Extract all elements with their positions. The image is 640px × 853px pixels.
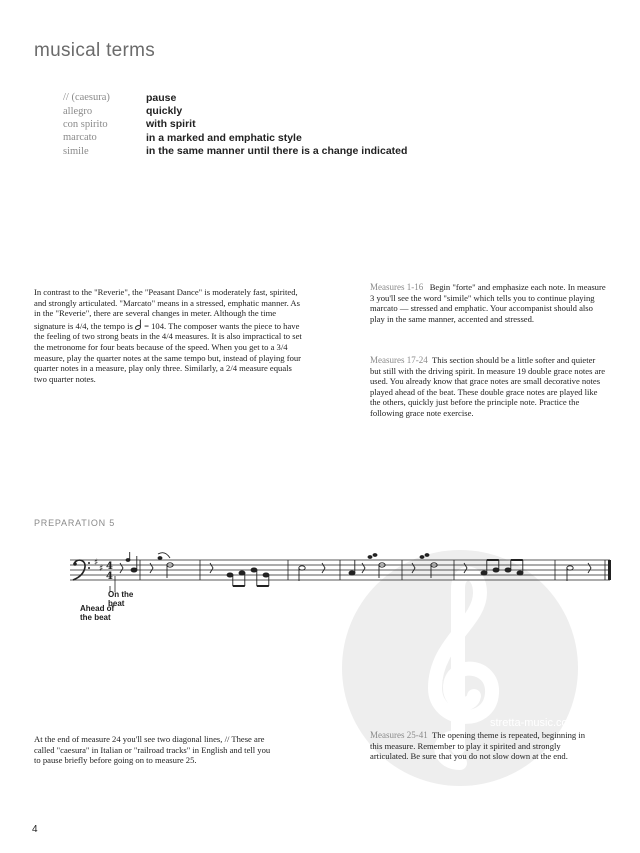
intro-text-part1: In contrast to the "Reverie", the "Peasant Dance" is moderately fast, spirited, and strongly articulated. "Marcato" means in a stressed, emphatic manner. As in the "Reverie", there are several changes in meter. Although the time signature is 4/4, the tempo is [34, 287, 300, 331]
term-row [63, 118, 407, 131]
term-definition: in a marked and emphatic style [146, 131, 302, 144]
measures-25-41-heading: Measures 25-41 [370, 730, 428, 740]
term-definition: in the same manner until there is a change indicated [146, 145, 408, 158]
term-row [63, 104, 407, 117]
terms-list [63, 91, 407, 158]
term-name: // (caesura) [63, 92, 110, 104]
measures-25-41-block [370, 730, 598, 762]
term-name: simile [63, 145, 89, 157]
term-row [63, 91, 407, 104]
measures-17-24-text: This section should be a little softer and quieter but still with the driving spirit. In measure 19 double grace notes are used. You already know that grace notes are small decorative notes played ahead of the beat. These double grace notes are played like the others, quickly just before the principle note. Practice the following grace note exercise. [370, 355, 606, 418]
measures-1-16-block [370, 282, 606, 324]
term-name: allegro [63, 105, 93, 117]
term-row [63, 145, 407, 158]
intro-paragraph [34, 287, 306, 384]
term-definition: pause [146, 91, 177, 104]
svg-text:4: 4 [106, 561, 113, 572]
term-name: marcato [63, 132, 97, 144]
intro-text-part2: = 104. The composer wants the piece to have the feeling of two strong beats in the 4/4 measures. It is also impractical to set the metronome for four beats because of the speed. When you get to a 3/4 measure, play the quarter notes at the same tempo but, instead of playing four quarter notes in a measure, play only three. Similarly, a 2/4 measure equals two quarter notes. [34, 320, 302, 384]
svg-text:4: 4 [106, 571, 113, 582]
svg-text:♯: ♯ [94, 558, 99, 568]
measures-25-41-text: The opening theme is repeated, beginning in this measure. Remember to play it spirited and strongly articulated. Be sure that you do not slow down at the end. [370, 730, 586, 762]
measures-1-16-text: Begin "forte" and emphasize each note. In measure 3 you'll see the word "simile" which tells you to continue playing marcato — stressed and emphatic. Your accompanist should also play in the same manner, accented and stressed. [370, 282, 606, 324]
on-beat-label: On the beat [108, 590, 134, 608]
preparation-heading: PREPARATION 5 [34, 518, 116, 528]
ahead-of-beat-label: Ahead of the beat [80, 604, 115, 622]
measures-17-24-heading: Measures 17-24 [370, 355, 428, 365]
term-definition: with spirit [146, 118, 196, 131]
svg-text:♯: ♯ [99, 564, 104, 574]
term-row [63, 131, 407, 144]
svg-text:stretta-music.com: stretta-music.com [490, 717, 577, 729]
measures-17-24-block [370, 355, 608, 419]
page-title: musical terms [34, 40, 156, 61]
music-staff [70, 548, 615, 593]
caesura-paragraph: At the end of measure 24 you'll see two diagonal lines, // These are called "caesura" in Italian or "railroad tracks" in English and tell you to pause briefly before going on to measure 25. [34, 734, 271, 766]
term-definition: quickly [146, 105, 183, 118]
measures-1-16-heading: Measures 1-16 [370, 282, 424, 292]
half-note-icon [135, 319, 142, 330]
term-name: con spirito [63, 118, 108, 130]
page-number: 4 [32, 824, 38, 835]
